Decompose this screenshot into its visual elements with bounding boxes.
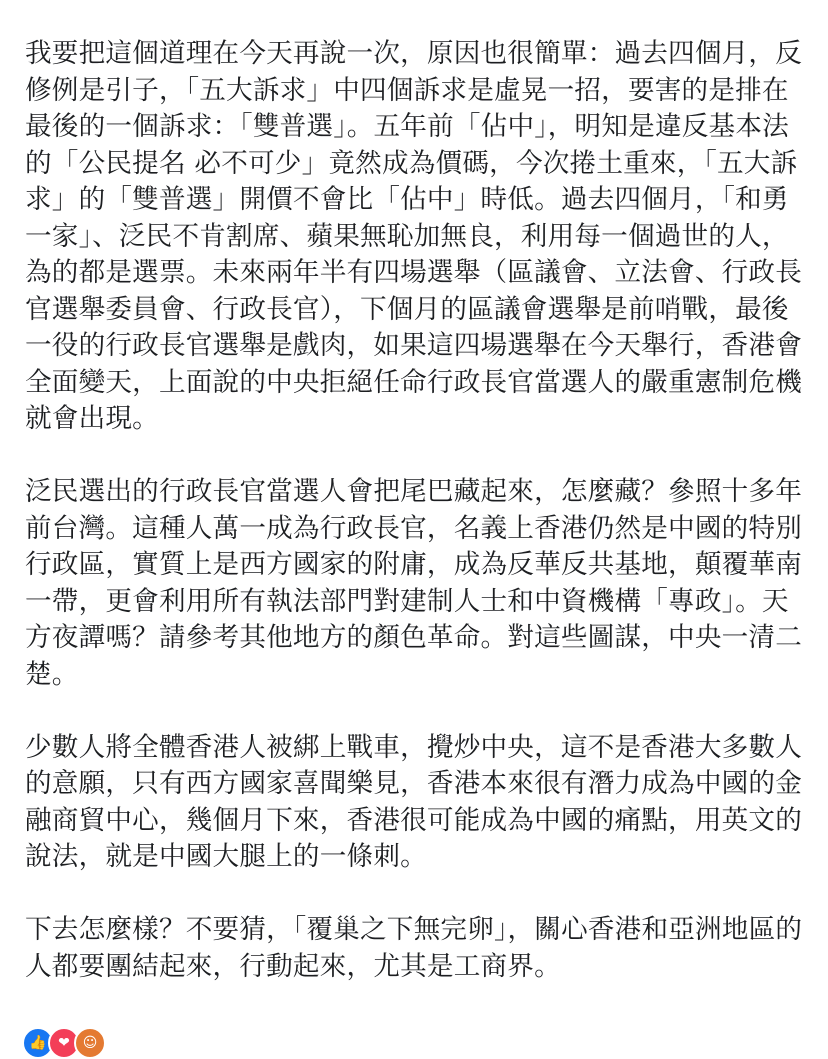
post-paragraph: 我要把這個道理在今天再說一次，原因也很簡單：過去四個月，反修例是引子，「五大訴求」中四個訴求是虛晃一招，要害的是排在最後的一個訴求：「雙普選」。五年前「佔中」，明知是違反基本法的「公民提名 必不可少」竟然成為價碼，今次捲土重來，「五大訴求」的「雙普選」開價不會比「佔中」時低。過去四個月，「和勇一家」、泛民不肯割席、蘋果無恥加無良，利用每一個過世的人，為的都是選票。未來兩年半有四場選舉（區議會、立法會、行政長官選舉委員會、行政長官），下個月的區議會選舉是前哨戰，最後一役的行政長官選舉是戲肉，如果這四場選舉在今天舉行，香港會全面變天，上面說的中央拒絕任命行政長官當選人的嚴重憲制危機就會出現。	[25, 38, 803, 434]
post-paragraph: 泛民選出的行政長官當選人會把尾巴藏起來，怎麼藏？參照十多年前台灣。這種人萬一成為行政長官，名義上香港仍然是中國的特別行政區，實質上是西方國家的附庸，成為反華反共基地，顛覆華南一帶，更會利用所有執法部門對建制人士和中資機構「專政」。天方夜譚嗎？請參考其他地方的顏色革命。對這些圖謀，中央一清二楚。	[25, 476, 803, 690]
like-icon[interactable]: 👍	[22, 1027, 54, 1059]
post-paragraph: 下去怎麼樣？不要猜，「覆巢之下無完卵」，關心香港和亞洲地區的人都要團結起來，行動起來，尤其是工商界。	[25, 914, 803, 982]
post-paragraph: 少數人將全體香港人被綁上戰車，攪炒中央，這不是香港大多數人的意願，只有西方國家喜聞樂見，香港本來很有潛力成為中國的金融商貿中心，幾個月下來，香港很可能成為中國的痛點，用英文的說法，就是中國大腿上的一條刺。	[25, 731, 803, 872]
love-icon[interactable]: ❤	[48, 1027, 80, 1059]
haha-icon[interactable]: ☺	[74, 1027, 106, 1059]
post-body	[25, 36, 805, 1022]
reactions-bar[interactable]	[22, 1028, 100, 1058]
